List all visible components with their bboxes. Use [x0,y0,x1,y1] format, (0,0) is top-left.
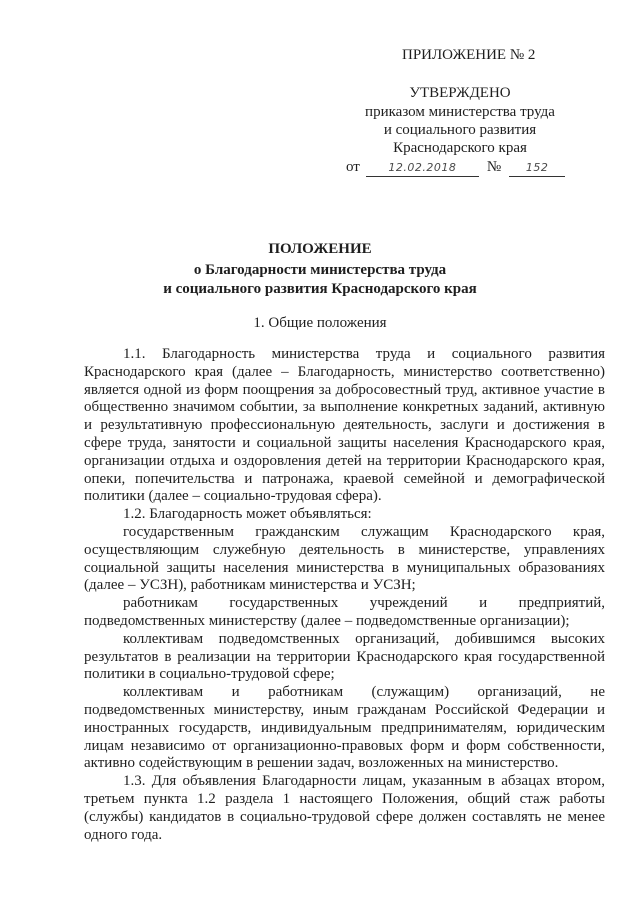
order-line-3: Краснодарского края [393,140,527,156]
paragraph-other-organizations: коллективам и работникам (служащим) организаций, не подведомственных министерству, иным гражданам Российской Федерации и иностранных государств, индивидуальным предпринимателям, юридическим лицам независимо от организационно-правовых форм и форм собственности, активно содействующим в решении задач, возложенных на министерство. [84,684,605,772]
paragraph-civil-servants: государственным гражданским служащим Краснодарского края, осуществляющим служебную деятельность в министерстве, управлениях социальной защиты населения министерства в муниципальных образованиях (далее – УСЗН), работникам министерства и УСЗН; [84,523,605,594]
document-title: ПОЛОЖЕНИЕ [268,241,372,257]
order-line-2: и социального развития [383,122,537,138]
section-heading: 1. Общие положения [253,315,387,331]
from-label: от [346,159,360,175]
handwritten-date: 12.02.2018 [388,161,457,174]
attachment-label: ПРИЛОЖЕНИЕ № 2 [402,47,536,63]
document-subtitle-line-2: и социального развития Краснодарского края [163,281,477,297]
paragraph-1-2: 1.2. Благодарность может объявляться: [123,506,372,523]
order-line-1: приказом министерства труда [365,104,555,120]
number-label: № [486,159,502,175]
order-date-number-line [346,158,565,177]
number-field [509,158,565,177]
paragraph-1-3: 1.3. Для объявления Благодарности лицам, указанным в абзацах втором, третьем пункта 1.2 раздела 1 настоящего Положения, общий стаж работы (службы) кандидатов в социально-трудовой сфере должен составлять не менее одного года. [84,773,605,843]
handwritten-number: 152 [525,161,549,174]
paragraph-1-1: 1.1. Благодарность министерства труда и социального развития Краснодарского края (далее – Благодарность, министерство соответственно) является одной из форм поощрения за добросовестный труд, активное участие в общественно значимом событии, за выполнение конкретных заданий, активную и результативную профессиональную деятельность, заслуги и достижения в сфере труда, занятости и социальной защиты населения Краснодарского края, организации отдыха и оздоровления детей на территории Краснодарского края, опеки, попечительства и патронажа, краевой семейной и демографической политики (далее – социально-трудовая сфера). [84,346,605,505]
approval-block [340,84,580,157]
approved-label: УТВЕРЖДЕНО [409,85,511,101]
paragraph-state-institutions: работникам государственных учреждений и предприятий, подведомственных министерству (далее – подведомственные организации); [84,595,605,629]
date-field [366,158,479,177]
document-body [84,346,605,844]
document-subtitle-line-1: о Благодарности министерства труда [193,262,447,278]
paragraph-collectives: коллективам подведомственных организаций, добившимся высоких результатов в реализации на территории Краснодарского края государственной политики в социально-трудовой сфере; [84,630,605,683]
